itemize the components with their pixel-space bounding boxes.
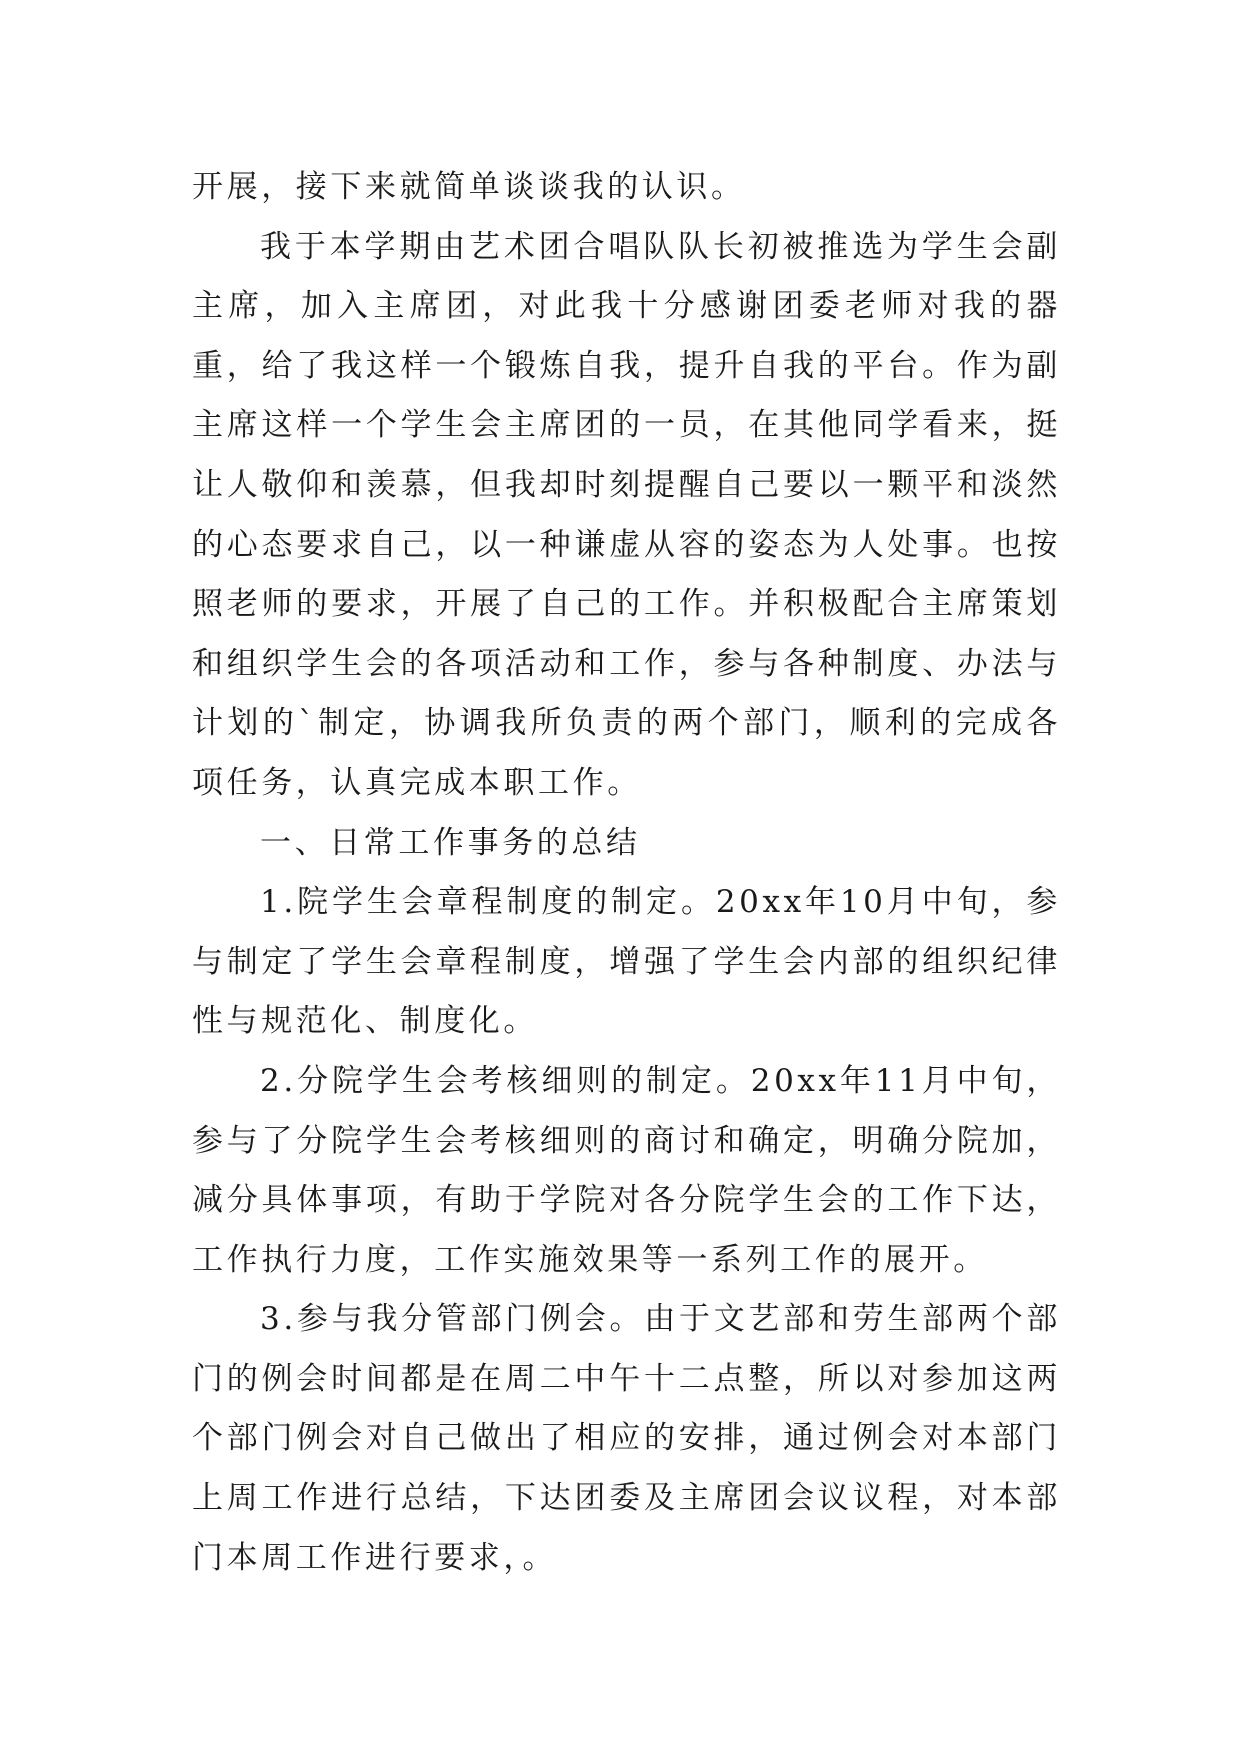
list-item-3: 3.参与我分管部门例会。由于文艺部和劳生部两个部门的例会时间都是在周二中午十二点整，所以对参加这两个部门例会对自己做出了相应的安排，通过例会对本部门上周工作进行总结，下达团委及主席团会议议程，对本部门本周工作进行要求，。 <box>192 1301 1061 1576</box>
section-heading: 一、日常工作事务的总结 <box>260 824 641 861</box>
paragraph-continuation: 开展，接下来就简单谈谈我的认识。 <box>192 169 746 205</box>
paragraph-introduction: 我于本学期由艺术团合唱队队长初被推选为学生会副主席，加入主席团，对此我十分感谢团委老师对我的器重，给了我这样一个锻炼自我，提升自我的平台。作为副主席这样一个学生会主席团的一员，在其他同学看来，挺让人敬仰和羡慕，但我却时刻提醒自己要以一颗平和淡然的心态要求自己，以一种谦虚从容的姿态为人处事。也按照老师的要求，开展了自己的工作。并积极配合主席策划和组织学生会的各项活动和工作，参与各种制度、办法与计划的`制定，协调我所负责的两个部门，顺利的完成各项任务，认真完成本职工作。 <box>192 228 1061 801</box>
list-item-1: 1.院学生会章程制度的制定。20xx年10月中旬，参与制定了学生会章程制度，增强了学生会内部的组织纪律性与规范化、制度化。 <box>192 884 1061 1040</box>
document-body <box>192 158 1061 1588</box>
list-item-2: 2.分院学生会考核细则的制定。20xx年11月中旬，参与了分院学生会考核细则的商讨和确定，明确分院加，减分具体事项，有助于学院对各分院学生会的工作下达，工作执行力度，工作实施效果等一系列工作的展开。 <box>192 1062 1061 1278</box>
